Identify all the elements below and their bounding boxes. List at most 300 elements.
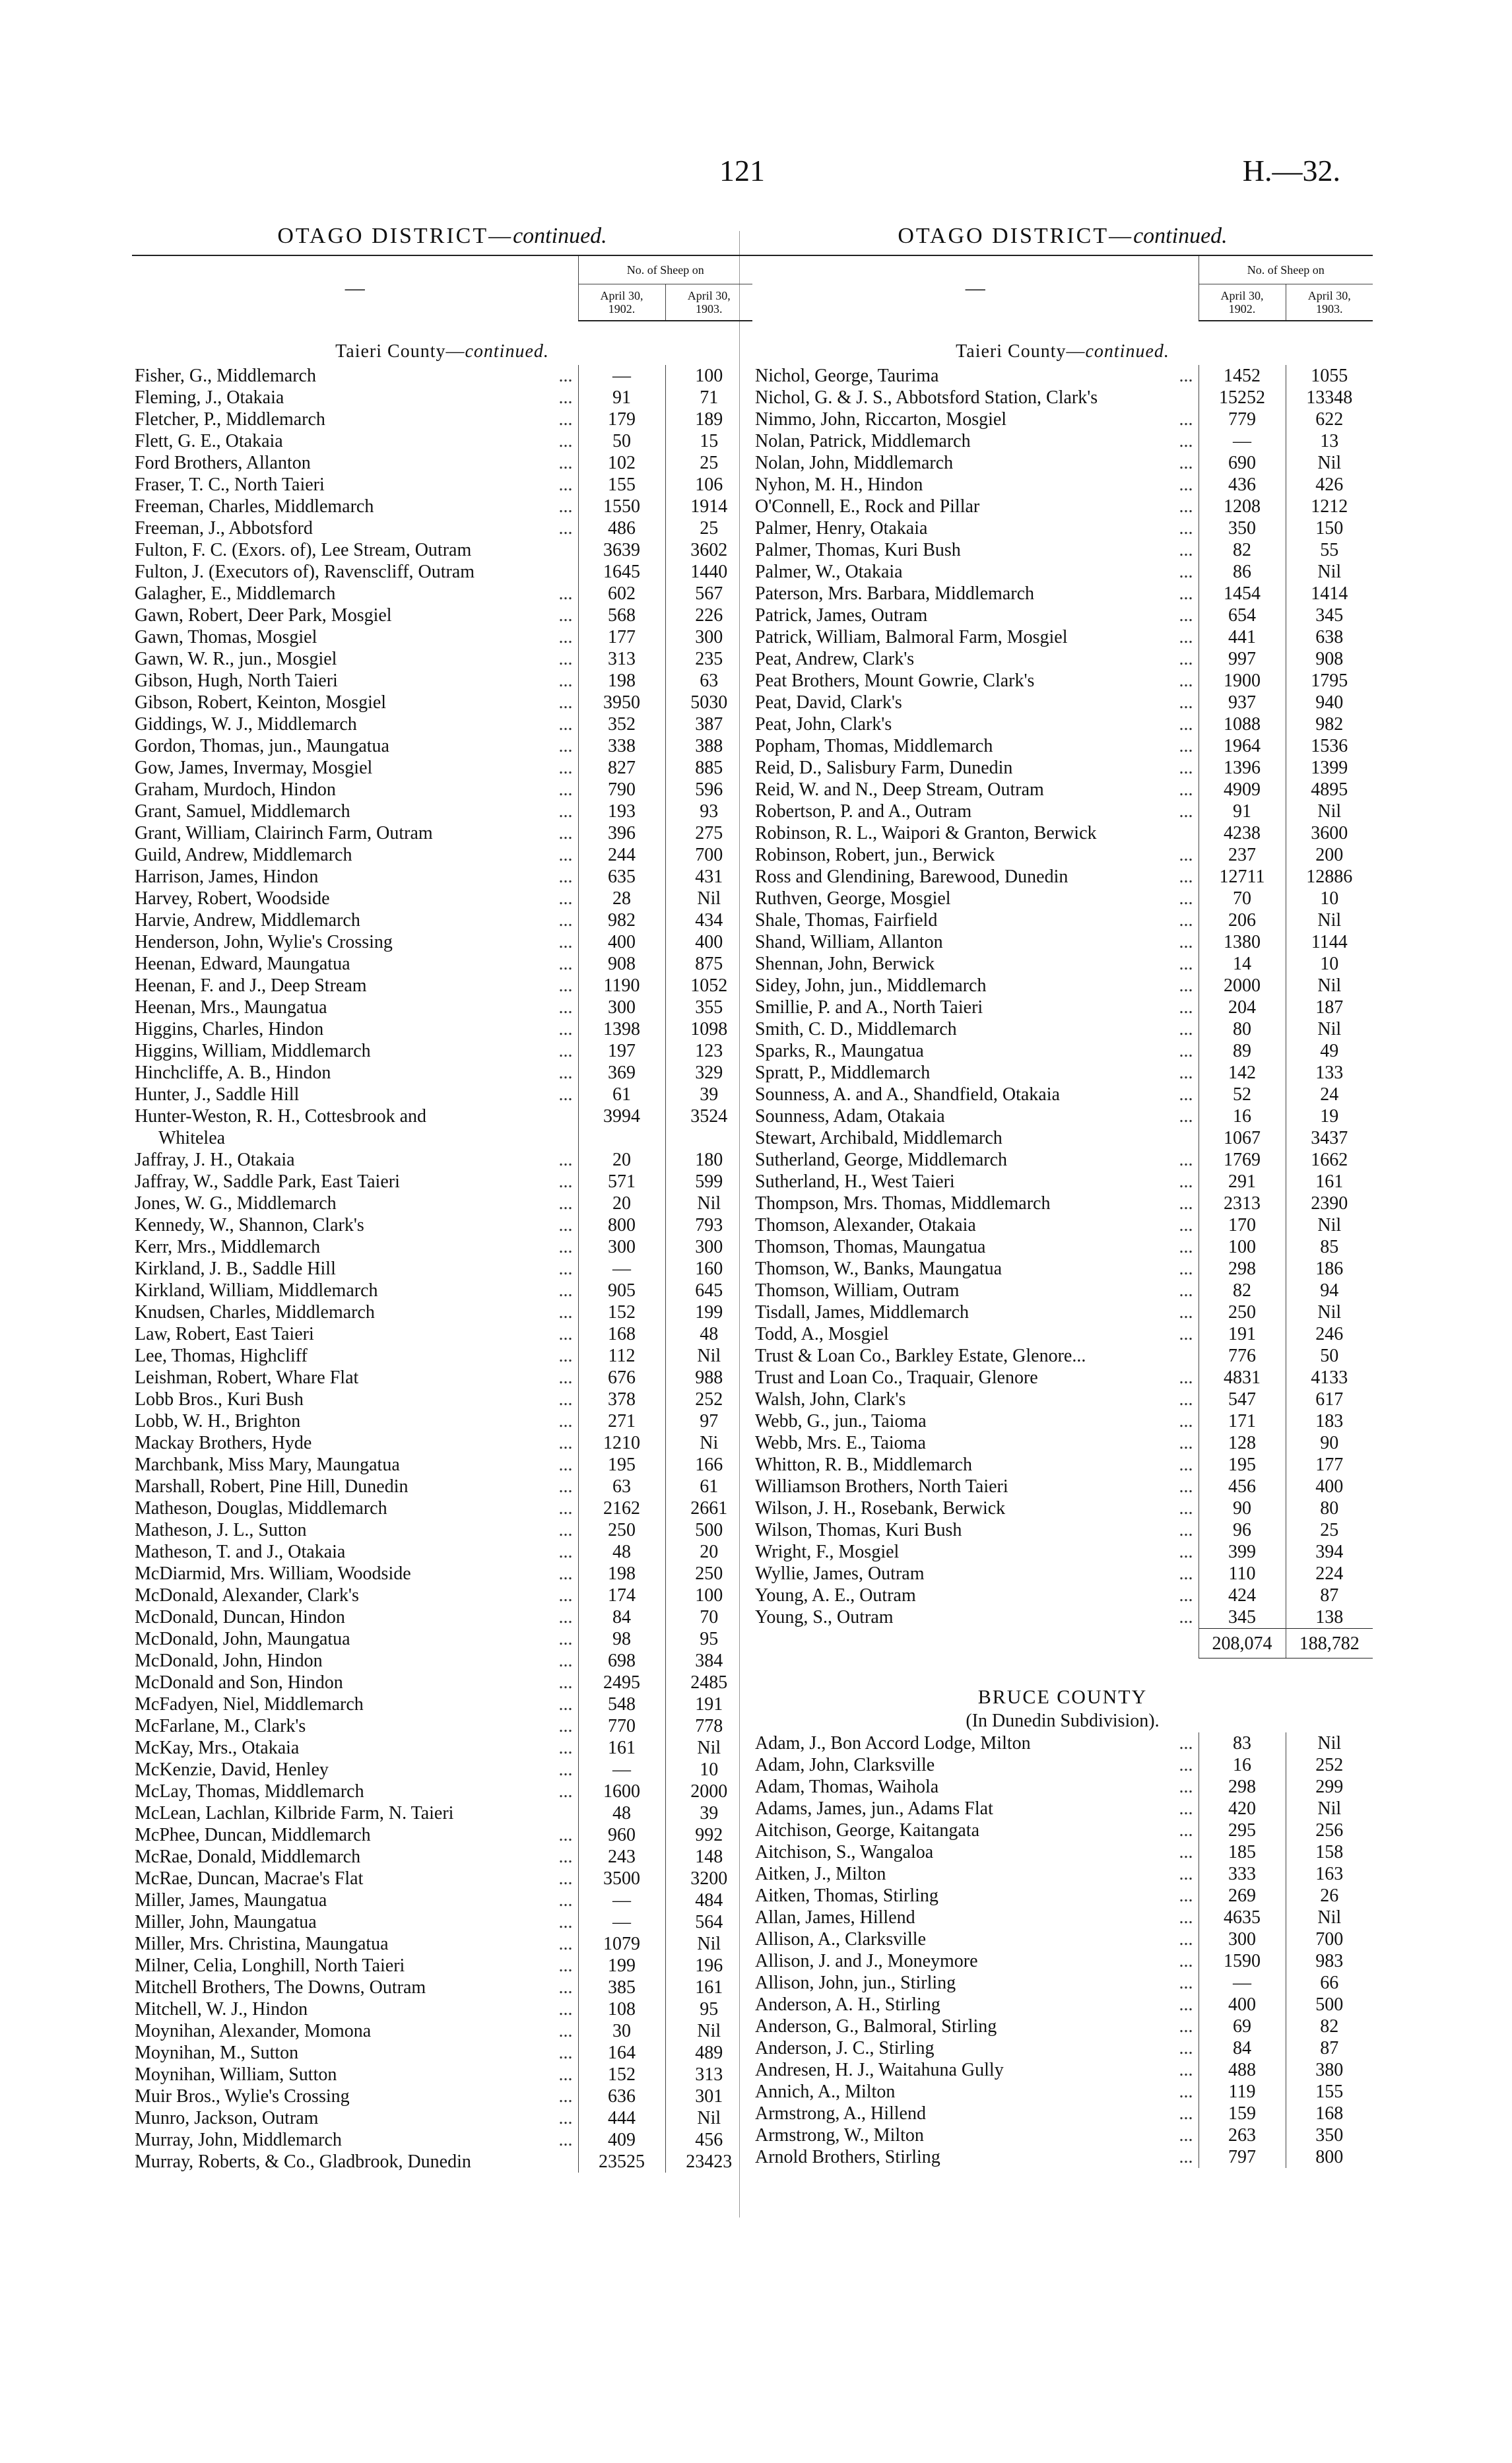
sheep-1903: 183 xyxy=(1286,1410,1373,1432)
table-row xyxy=(752,1798,1373,1820)
sheep-1903: 87 xyxy=(1286,1585,1373,1606)
leader-dots: ... xyxy=(558,2086,573,2107)
section-heading-cell xyxy=(132,321,752,365)
leader-dots: ... xyxy=(558,1019,573,1039)
owner-name: McDonald, John, Hindon xyxy=(135,1651,327,1671)
sheep-1903: 1414 xyxy=(1286,583,1373,605)
sheep-1902: 28 xyxy=(578,888,665,909)
table-row xyxy=(132,1693,752,1715)
leader-dots: ... xyxy=(1179,1237,1193,1257)
leader-dots: ... xyxy=(1179,1215,1193,1235)
leader-dots: ... xyxy=(1179,801,1193,822)
table-row xyxy=(132,1301,752,1323)
owner-name-cell xyxy=(132,866,578,888)
sheep-1903: 300 xyxy=(665,626,752,648)
owner-name-cell xyxy=(752,909,1199,931)
table-row xyxy=(132,1606,752,1628)
table-row xyxy=(132,1977,752,1998)
sheep-1903: 388 xyxy=(665,735,752,757)
sheep-1903: 71 xyxy=(665,387,752,409)
table-row xyxy=(132,1214,752,1236)
owner-name-cell xyxy=(132,1911,578,1933)
sheep-1903: 94 xyxy=(1286,1280,1373,1301)
sheep-1903: 350 xyxy=(1286,2124,1373,2146)
taieri-county-total-row xyxy=(752,1629,1373,1658)
sheep-1902: 185 xyxy=(1199,1841,1286,1863)
owner-name-cell xyxy=(752,1301,1199,1323)
leader-dots: ... xyxy=(558,453,573,473)
owner-name: Fraser, T. C., North Taieri xyxy=(135,475,329,495)
sheep-1902: 20 xyxy=(578,1149,665,1171)
sheep-1902: 263 xyxy=(1199,2124,1286,2146)
table-row xyxy=(132,1084,752,1105)
sheep-1903: 138 xyxy=(1286,1606,1373,1629)
owner-name-cell xyxy=(132,1236,578,1258)
owner-name-cell xyxy=(132,1933,578,1955)
sheep-1902: 937 xyxy=(1199,692,1286,713)
leader-dots: ... xyxy=(1179,1302,1193,1323)
leader-dots: ... xyxy=(558,1215,573,1235)
owner-name: Knudsen, Charles, Middlemarch xyxy=(135,1302,379,1323)
sheep-1903: 20 xyxy=(665,1541,752,1563)
sheep-1903: Nil xyxy=(665,2020,752,2042)
leader-dots: ... xyxy=(1179,736,1193,756)
owner-name: Fisher, G., Middlemarch xyxy=(135,366,320,386)
sheep-1902: 441 xyxy=(1199,626,1286,648)
owner-name-cell xyxy=(752,1432,1199,1454)
table-row xyxy=(132,735,752,757)
owner-name: Sounness, A. and A., Shandfield, Otakaia xyxy=(755,1084,1064,1105)
leader-dots: ... xyxy=(558,1781,573,1802)
table-row xyxy=(752,1214,1373,1236)
table-row xyxy=(752,452,1373,474)
owner-name-cell xyxy=(752,1323,1199,1345)
leader-dots: ... xyxy=(558,2108,573,2128)
owner-name: Mackay Brothers, Hyde xyxy=(135,1433,315,1453)
leader-dots: ... xyxy=(1179,1433,1193,1453)
owner-name: Freeman, Charles, Middlemarch xyxy=(135,496,378,517)
table-row xyxy=(752,2124,1373,2146)
owner-name: Palmer, Henry, Otakaia xyxy=(755,518,931,539)
leader-dots: ... xyxy=(1179,867,1193,887)
owner-name-cell xyxy=(752,1214,1199,1236)
leader-dots: ... xyxy=(558,714,573,735)
owner-name: Palmer, W., Otakaia xyxy=(755,562,907,582)
sheep-1903: 387 xyxy=(665,713,752,735)
sheep-1902: 636 xyxy=(578,2085,665,2107)
leader-dots: ... xyxy=(558,1912,573,1932)
sheep-1902: 338 xyxy=(578,735,665,757)
leader-dots: ... xyxy=(1179,2038,1193,2058)
sheep-1902: — xyxy=(1199,430,1286,452)
owner-name: Mitchell Brothers, The Downs, Outram xyxy=(135,1977,430,1998)
owner-name-cell xyxy=(132,1563,578,1585)
owner-name-cell xyxy=(132,757,578,779)
sheep-1903: 100 xyxy=(665,1585,752,1606)
table-row xyxy=(132,953,752,975)
year-1903-header xyxy=(665,284,752,321)
table-row xyxy=(752,1950,1373,1972)
owner-name: Harvey, Robert, Woodside xyxy=(135,888,334,909)
owner-name-cell xyxy=(752,365,1199,387)
leader-dots: ... xyxy=(1179,1907,1193,1928)
sheep-1903: 1440 xyxy=(665,561,752,583)
sheep-1903: 599 xyxy=(665,1171,752,1193)
owner-name-cell xyxy=(132,626,578,648)
table-row xyxy=(132,822,752,844)
sheep-1903: 196 xyxy=(665,1955,752,1977)
leader-dots: ... xyxy=(558,1389,573,1410)
table-row xyxy=(132,626,752,648)
sheep-1903: 908 xyxy=(1286,648,1373,670)
table-row xyxy=(132,2020,752,2042)
owner-name-cell xyxy=(132,583,578,605)
leader-dots: ... xyxy=(558,1868,573,1889)
owner-name-cell xyxy=(132,1345,578,1367)
sheep-1902: 698 xyxy=(578,1650,665,1672)
owner-name: Higgins, William, Middlemarch xyxy=(135,1041,375,1061)
table-row xyxy=(752,1907,1373,1928)
table-row xyxy=(132,1323,752,1345)
owner-name-cell xyxy=(132,2064,578,2085)
sheep-1902: 298 xyxy=(1199,1776,1286,1798)
owner-name: Murray, Roberts, & Co., Gladbrook, Dunedin xyxy=(135,2151,475,2172)
owner-name-cell xyxy=(132,409,578,430)
sheep-1903: 1212 xyxy=(1286,496,1373,517)
leader-dots: ... xyxy=(1179,845,1193,865)
leader-dots: ... xyxy=(558,1476,573,1497)
sheep-1903: 638 xyxy=(1286,626,1373,648)
leader-dots: ... xyxy=(558,1259,573,1279)
sheep-1903: 3600 xyxy=(1286,822,1373,844)
owner-name: McDonald, Alexander, Clark's xyxy=(135,1585,363,1606)
sheep-1902: 300 xyxy=(1199,1928,1286,1950)
year-1902-line2: 1902. xyxy=(1228,302,1256,315)
leader-dots: ... xyxy=(558,954,573,974)
leader-dots: ... xyxy=(558,2064,573,2085)
owner-name: Armstrong, A., Hillend xyxy=(755,2103,930,2124)
owner-name: Matheson, J. L., Sutton xyxy=(135,1520,311,1540)
sheep-1903: Nil xyxy=(1286,1798,1373,1820)
table-row xyxy=(752,583,1373,605)
owner-name: Hinchcliffe, A. B., Hindon xyxy=(135,1063,335,1083)
district-title-text: OTAGO DISTRICT— xyxy=(898,224,1134,248)
sheep-1903: 200 xyxy=(1286,844,1373,866)
table-row xyxy=(752,2146,1373,2168)
leader-dots: ... xyxy=(1179,1041,1193,1061)
owner-name-cell xyxy=(752,1084,1199,1105)
table-row xyxy=(132,1410,752,1432)
owner-name-cell xyxy=(752,1149,1199,1171)
owner-name: Shennan, John, Berwick xyxy=(755,954,938,974)
owner-name-cell xyxy=(132,1868,578,1889)
sheep-1903: 793 xyxy=(665,1214,752,1236)
sheep-1903: 177 xyxy=(1286,1454,1373,1476)
owner-name-cell xyxy=(752,888,1199,909)
owner-name: Matheson, T. and J., Otakaia xyxy=(135,1542,349,1562)
sheep-1903: 25 xyxy=(1286,1519,1373,1541)
owner-name: Tisdall, James, Middlemarch xyxy=(755,1302,973,1323)
sheep-1902: 779 xyxy=(1199,409,1286,430)
owner-name: Nyhon, M. H., Hindon xyxy=(755,475,927,495)
owner-name-cell xyxy=(752,822,1199,844)
owner-name-cell xyxy=(752,1236,1199,1258)
sheep-1903: 224 xyxy=(1286,1563,1373,1585)
owner-name-cell xyxy=(132,1476,578,1497)
leader-dots: ... xyxy=(1179,1798,1193,1819)
owner-name-cell xyxy=(132,1628,578,1650)
sheep-1902: 16 xyxy=(1199,1754,1286,1776)
leader-dots: ... xyxy=(558,1847,573,1867)
owner-name-cell xyxy=(132,1258,578,1280)
owner-name: Aitchison, S., Wangaloa xyxy=(755,1842,937,1862)
owner-name-cell xyxy=(132,648,578,670)
owner-name: Gordon, Thomas, jun., Maungatua xyxy=(135,736,393,756)
leader-dots: ... xyxy=(558,1324,573,1344)
sheep-1903: 700 xyxy=(665,844,752,866)
leader-dots: ... xyxy=(1179,758,1193,778)
sheep-1902: 1210 xyxy=(578,1432,665,1454)
table-row xyxy=(752,735,1373,757)
owner-name-cell xyxy=(132,1759,578,1781)
owner-name: Anderson, G., Balmoral, Stirling xyxy=(755,2016,1001,2037)
sheep-1902: 171 xyxy=(1199,1410,1286,1432)
sheep-1902: 313 xyxy=(578,648,665,670)
table-row xyxy=(132,605,752,626)
sheep-1902: 1208 xyxy=(1199,496,1286,517)
table-row xyxy=(752,909,1373,931)
owner-name-cell xyxy=(752,1171,1199,1193)
leader-dots: ... xyxy=(1179,1476,1193,1497)
sheep-1902: — xyxy=(578,1889,665,1911)
owner-name-cell xyxy=(132,2020,578,2042)
sheep-1902: 168 xyxy=(578,1323,665,1345)
table-row xyxy=(752,670,1373,692)
sheep-1903: 250 xyxy=(665,1563,752,1585)
sheep-1902: 155 xyxy=(578,474,665,496)
leader-dots: ... xyxy=(1179,2125,1193,2146)
table-row xyxy=(752,1885,1373,1907)
table-row xyxy=(132,1497,752,1519)
leader-dots: ... xyxy=(558,1738,573,1758)
sheep-1902: 142 xyxy=(1199,1062,1286,1084)
table-row xyxy=(132,1846,752,1868)
owner-name-cell xyxy=(752,1367,1199,1389)
leader-dots: ... xyxy=(1179,1542,1193,1562)
right-column xyxy=(752,218,1373,2168)
sheep-1903: 940 xyxy=(1286,692,1373,713)
leader-dots: ... xyxy=(558,649,573,669)
owner-name: Allan, James, Hillend xyxy=(755,1907,919,1928)
owner-name: Wyllie, James, Outram xyxy=(755,1563,928,1584)
table-row xyxy=(752,1171,1373,1193)
table-row xyxy=(132,1737,752,1759)
sheep-1902: 1590 xyxy=(1199,1950,1286,1972)
owner-name: Fletcher, P., Middlemarch xyxy=(135,409,329,430)
table-row xyxy=(752,1236,1373,1258)
leader-dots: ... xyxy=(1179,562,1193,582)
leader-dots: ... xyxy=(1179,583,1193,604)
sheep-1903: 983 xyxy=(1286,1950,1373,1972)
owner-name: Todd, A., Mosgiel xyxy=(755,1324,893,1344)
owner-name-cell xyxy=(132,1214,578,1236)
sheep-1903: 106 xyxy=(665,474,752,496)
sheep-1903: 3437 xyxy=(1286,1127,1373,1149)
leader-dots: ... xyxy=(1179,540,1193,560)
owner-name-cell xyxy=(132,517,578,539)
sheep-1903: 180 xyxy=(665,1149,752,1171)
district-title-continued: continued. xyxy=(1133,224,1228,248)
sheep-1903: 161 xyxy=(1286,1171,1373,1193)
year-1902-line2: 1902. xyxy=(608,302,636,315)
leader-dots: ... xyxy=(1179,1994,1193,2015)
sheep-1902: 84 xyxy=(1199,2037,1286,2059)
sheep-1902: 424 xyxy=(1199,1585,1286,1606)
owner-name-cell xyxy=(132,1323,578,1345)
sheep-1903: 1914 xyxy=(665,496,752,517)
table-row xyxy=(752,1563,1373,1585)
owner-name-cell xyxy=(752,1280,1199,1301)
sheep-1903: 645 xyxy=(665,1280,752,1301)
table-row xyxy=(132,2129,752,2151)
leader-dots: ... xyxy=(1179,409,1193,430)
sheep-1902: 797 xyxy=(1199,2146,1286,2168)
owner-name: McDonald, Duncan, Hindon xyxy=(135,1607,349,1627)
sheep-1902: 12711 xyxy=(1199,866,1286,888)
owner-name-cell xyxy=(132,2042,578,2064)
owner-name: Nolan, Patrick, Middlemarch xyxy=(755,431,975,451)
owner-name: Marchbank, Miss Mary, Maungatua xyxy=(135,1455,404,1475)
sheep-1903: 63 xyxy=(665,670,752,692)
sheep-1903: 148 xyxy=(665,1846,752,1868)
sheep-1902: 198 xyxy=(578,1563,665,1585)
district-title-continued: continued. xyxy=(513,224,607,248)
owner-name-cell xyxy=(132,1062,578,1084)
sheep-1902: 4909 xyxy=(1199,779,1286,801)
district-title-text: OTAGO DISTRICT— xyxy=(277,224,513,248)
owner-name: Galagher, E., Middlemarch xyxy=(135,583,339,604)
owner-name: Gawn, Thomas, Mosgiel xyxy=(135,627,321,647)
sheep-1902: 1398 xyxy=(578,1018,665,1040)
sheep-1902: 3500 xyxy=(578,1868,665,1889)
owner-name: Adam, Thomas, Waihola xyxy=(755,1777,942,1797)
sheep-1902: 100 xyxy=(1199,1236,1286,1258)
sheep-1902: 61 xyxy=(578,1084,665,1105)
owner-name-cell xyxy=(132,1955,578,1977)
owner-name-cell xyxy=(132,539,578,561)
table-row xyxy=(752,1754,1373,1776)
owner-name-cell xyxy=(752,517,1199,539)
sheep-1902: — xyxy=(578,365,665,387)
sheep-1903: 5030 xyxy=(665,692,752,713)
owner-name: Graham, Murdoch, Hindon xyxy=(135,779,340,800)
table-row xyxy=(752,1820,1373,1841)
owner-name-cell xyxy=(752,931,1199,953)
owner-name: Kirkland, William, Middlemarch xyxy=(135,1280,382,1301)
table-row xyxy=(132,713,752,735)
table-row xyxy=(752,1040,1373,1062)
table-row xyxy=(752,496,1373,517)
leader-dots: ... xyxy=(558,1498,573,1519)
table-row xyxy=(752,1301,1373,1323)
sheep-1903: 256 xyxy=(1286,1820,1373,1841)
owner-name-cell xyxy=(752,779,1199,801)
section-heading-continued: continued. xyxy=(1085,341,1169,362)
sheep-1902: 1964 xyxy=(1199,735,1286,757)
leader-dots: ... xyxy=(1179,1607,1193,1627)
sheep-1902: 191 xyxy=(1199,1323,1286,1345)
sheep-1903: 1055 xyxy=(1286,365,1373,387)
owner-name: Annich, A., Milton xyxy=(755,2082,899,2102)
table-row xyxy=(132,387,752,409)
sheep-1903: 345 xyxy=(1286,605,1373,626)
owner-name-cell xyxy=(132,801,578,822)
sheep-1903: 23423 xyxy=(665,2151,752,2173)
sheep-1902: 48 xyxy=(578,1541,665,1563)
table-row xyxy=(132,2085,752,2107)
owner-name: Moynihan, William, Sutton xyxy=(135,2064,341,2085)
sheep-1902: 790 xyxy=(578,779,665,801)
sheep-1902: — xyxy=(578,1759,665,1781)
owner-name: Wright, F., Mosgiel xyxy=(755,1542,903,1562)
table-row xyxy=(132,365,752,387)
leader-dots: ... xyxy=(558,1977,573,1998)
sheep-1902: 98 xyxy=(578,1628,665,1650)
owner-name-cell xyxy=(132,1737,578,1759)
sheep-1902: 1190 xyxy=(578,975,665,997)
owner-name: Marshall, Robert, Pine Hill, Dunedin xyxy=(135,1476,412,1497)
sheep-1902: 159 xyxy=(1199,2103,1286,2124)
sheep-1903: Nil xyxy=(665,1737,752,1759)
sheep-1903: 992 xyxy=(665,1824,752,1846)
sheep-1902: 269 xyxy=(1199,1885,1286,1907)
sheep-1902: — xyxy=(1199,1972,1286,1994)
sheep-1903: 13 xyxy=(1286,430,1373,452)
bruce-county-subheading xyxy=(752,1709,1373,1732)
table-row xyxy=(132,757,752,779)
table-row xyxy=(752,1585,1373,1606)
owner-name: Law, Robert, East Taieri xyxy=(135,1324,318,1344)
sheep-1903: 329 xyxy=(665,1062,752,1084)
sheep-1902: 905 xyxy=(578,1280,665,1301)
table-row xyxy=(752,517,1373,539)
leader-dots: ... xyxy=(1179,366,1193,386)
owner-name: McLean, Lachlan, Kilbride Farm, N. Taieri xyxy=(135,1803,457,1823)
sheep-1903: Nil xyxy=(1286,909,1373,931)
leader-dots: ... xyxy=(1179,1324,1193,1344)
sheep-1903: 25 xyxy=(665,517,752,539)
leader-dots: ... xyxy=(1179,932,1193,952)
owner-name: Trust & Loan Co., Barkley Estate, Glenore... xyxy=(755,1346,1090,1366)
leader-dots: ... xyxy=(558,1542,573,1562)
sheep-1902: 244 xyxy=(578,844,665,866)
sheep-1902: 179 xyxy=(578,409,665,430)
sheep-1902: 1454 xyxy=(1199,583,1286,605)
table-row xyxy=(132,844,752,866)
table-row xyxy=(752,997,1373,1018)
owner-name-cell xyxy=(132,888,578,909)
sheep-1902: 396 xyxy=(578,822,665,844)
leader-dots: ... xyxy=(1179,1063,1193,1083)
owner-name: Guild, Andrew, Middlemarch xyxy=(135,845,356,865)
sheep-1902: 676 xyxy=(578,1367,665,1389)
sheep-1902: 333 xyxy=(1199,1863,1286,1885)
owner-name: McFarlane, M., Clark's xyxy=(135,1716,310,1736)
sheep-1902: 602 xyxy=(578,583,665,605)
owner-name: Higgins, Charles, Hindon xyxy=(135,1019,327,1039)
table-row xyxy=(752,409,1373,430)
sheep-1902: 369 xyxy=(578,1062,665,1084)
